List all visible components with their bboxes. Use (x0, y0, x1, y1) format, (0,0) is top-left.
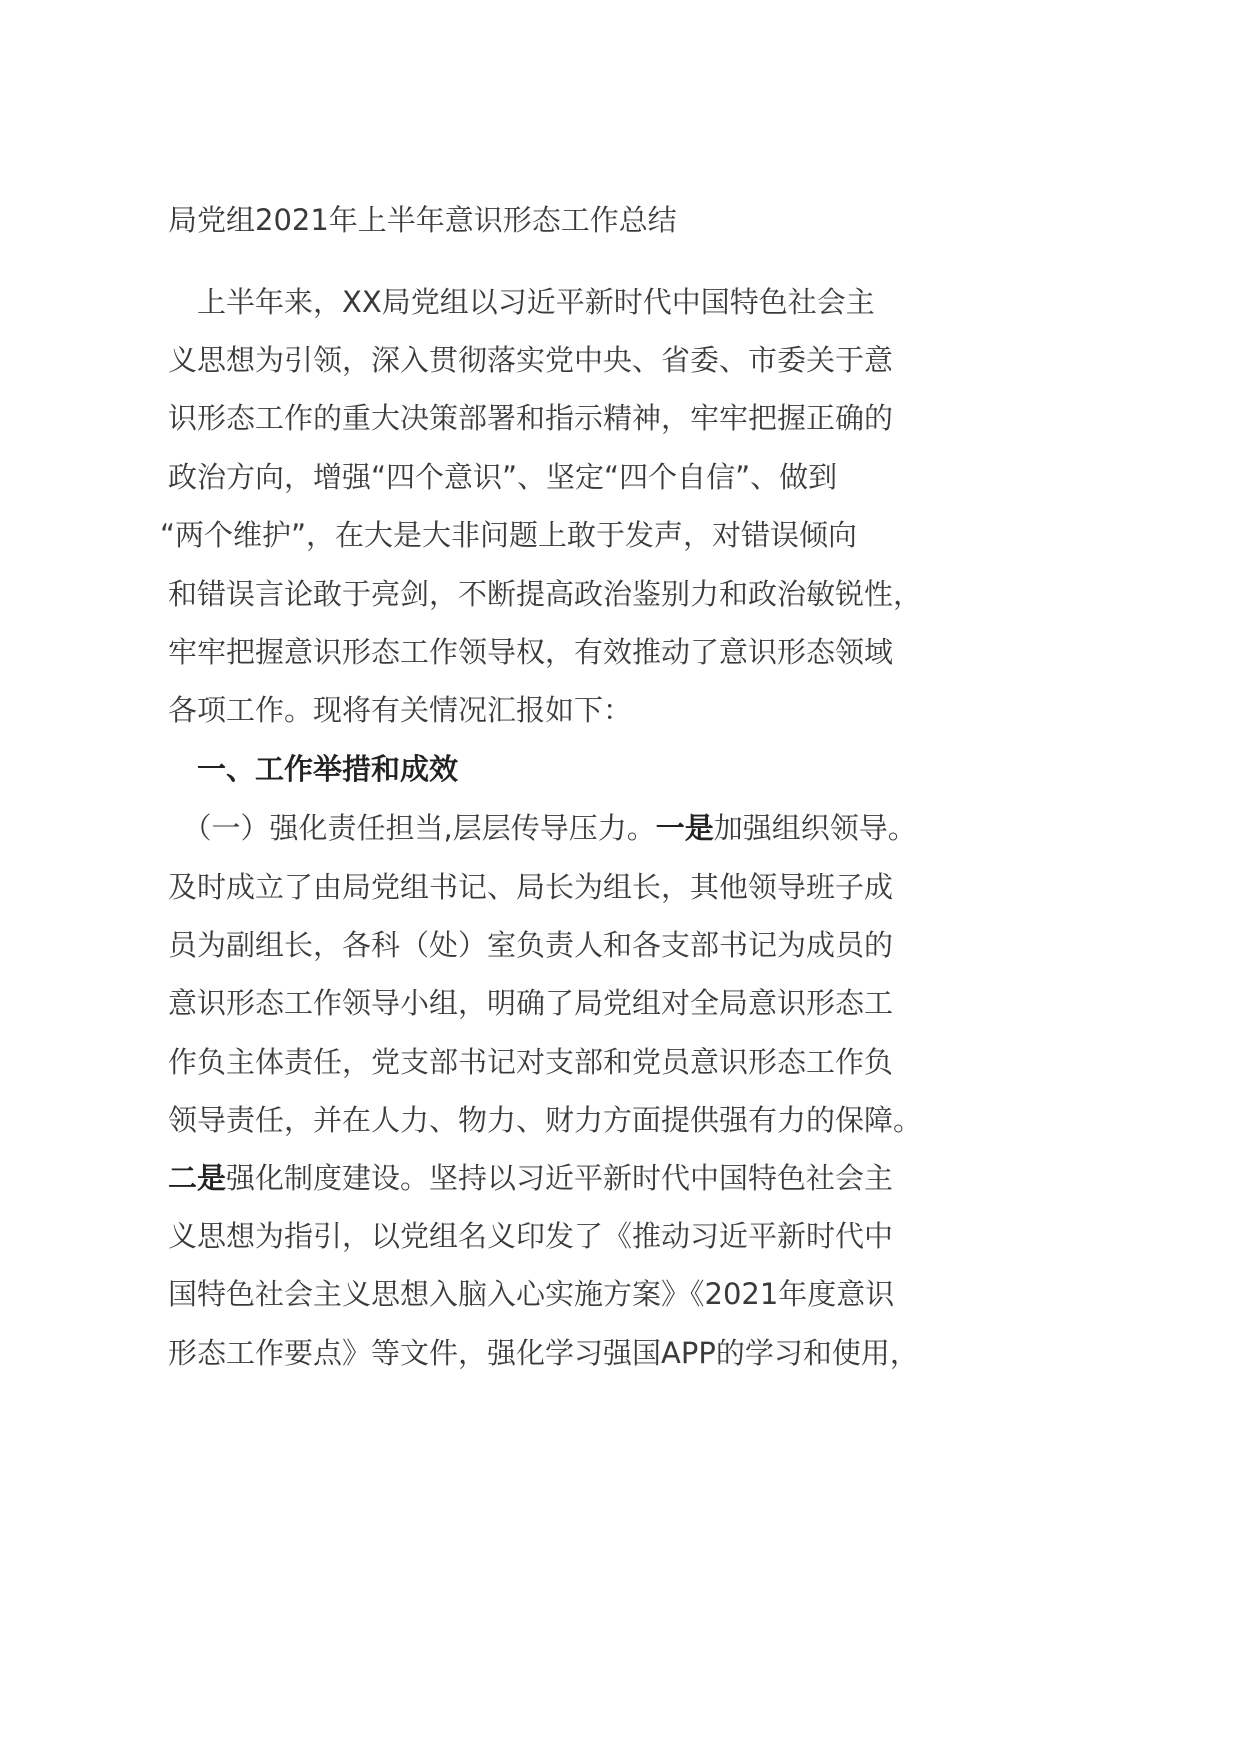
paragraph-line: 牢牢把握意识形态工作领导权，有效推动了意识形态领域 (168, 635, 894, 669)
paragraph-text: 强化制度建设。坚持以习近平新时代中国特色社会主 (226, 1161, 894, 1195)
paragraph-line: 国特色社会主义思想入脑入心实施方案》《2021年度意识 (168, 1277, 895, 1311)
paragraph-line: 各项工作。现将有关情况汇报如下： (168, 693, 633, 727)
paragraph-line: “两个维护”，在大是大非问题上敢于发声，对错误倾向 (160, 518, 858, 552)
paragraph-line: 义思想为指引，以党组名义印发了《推动习近平新时代中 (168, 1219, 894, 1253)
paragraph-line: 领导责任，并在人力、物力、财力方面提供强有力的保障。 (168, 1103, 923, 1137)
paragraph-line (168, 1158, 893, 1198)
paragraph-line: 及时成立了由局党组书记、局长为组长，其他领导班子成 (168, 870, 894, 904)
paragraph-line: 上半年来，XX局党组以习近平新时代中国特色社会主 (168, 285, 875, 319)
bold-marker: 一是 (655, 811, 714, 845)
paragraph-line: 形态工作要点》等文件，强化学习强国APP的学习和使用， (168, 1336, 919, 1370)
paragraph-line: 义思想为引领，深入贯彻落实党中央、省委、市委关于意 (168, 343, 894, 377)
paragraph-line: 政治方向，增强“四个意识”、坚定“四个自信”、做到 (168, 460, 838, 494)
subsection-lead: （一）强化责任担当,层层传导压力。 (168, 811, 656, 845)
paragraph-text: 加强组织领导。 (713, 811, 917, 845)
bold-marker: 二是 (168, 1161, 227, 1195)
paragraph-line: 意识形态工作领导小组，明确了局党组对全局意识形态工 (168, 986, 894, 1020)
section-heading: 一、工作举措和成效 (168, 752, 459, 786)
paragraph-line: 和错误言论敢于亮剑，不断提高政治鉴别力和政治敏锐性， (168, 577, 923, 611)
paragraph-line: 员为副组长，各科（处）室负责人和各支部书记为成员的 (168, 928, 894, 962)
document-title: 局党组2021年上半年意识形态工作总结 (168, 203, 677, 237)
paragraph-line: 作负主体责任，党支部书记对支部和党员意识形态工作负 (168, 1045, 894, 1079)
paragraph-line (168, 808, 917, 848)
paragraph-line: 识形态工作的重大决策部署和指示精神，牢牢把握正确的 (168, 401, 894, 435)
